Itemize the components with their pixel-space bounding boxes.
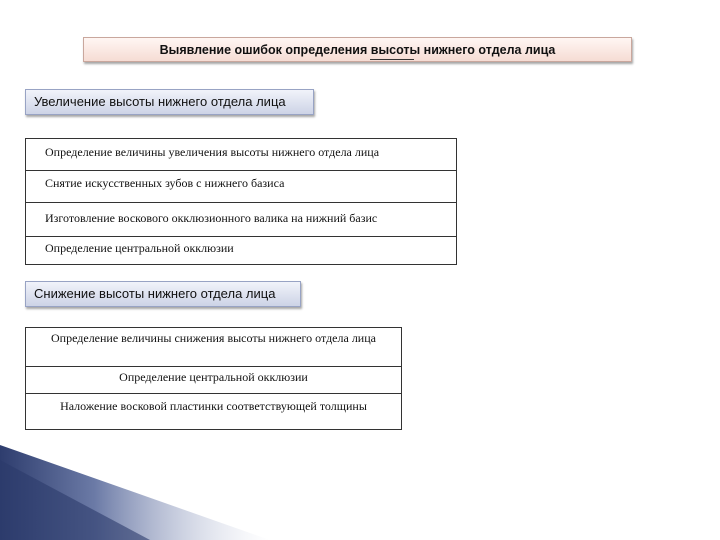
list-item: Наложение восковой пластинки соответствующей толщины	[26, 393, 401, 429]
list-item: Определение величины увеличения высоты нижнего отдела лица	[45, 145, 380, 159]
list-item: Определение центральной окклюзии	[26, 366, 401, 393]
title-underline	[370, 59, 414, 60]
section-header-decrease: Снижение высоты нижнего отдела лица	[25, 281, 301, 307]
decrease-steps-list	[25, 327, 402, 430]
list-item: Снятие искусственных зубов с нижнего базиса	[26, 170, 456, 202]
list-item: Определение центральной окклюзии	[26, 236, 456, 264]
page-title: Выявление ошибок определения высоты нижнего отдела лица	[83, 37, 632, 62]
list-item: Изготовление воскового окклюзионного валика на нижний базис	[26, 202, 456, 236]
list-item: Определение величины снижения высоты нижнего отдела лица	[51, 331, 376, 345]
increase-steps-list	[25, 138, 457, 265]
corner-decoration	[0, 445, 720, 540]
section-header-increase: Увеличение высоты нижнего отдела лица	[25, 89, 314, 115]
